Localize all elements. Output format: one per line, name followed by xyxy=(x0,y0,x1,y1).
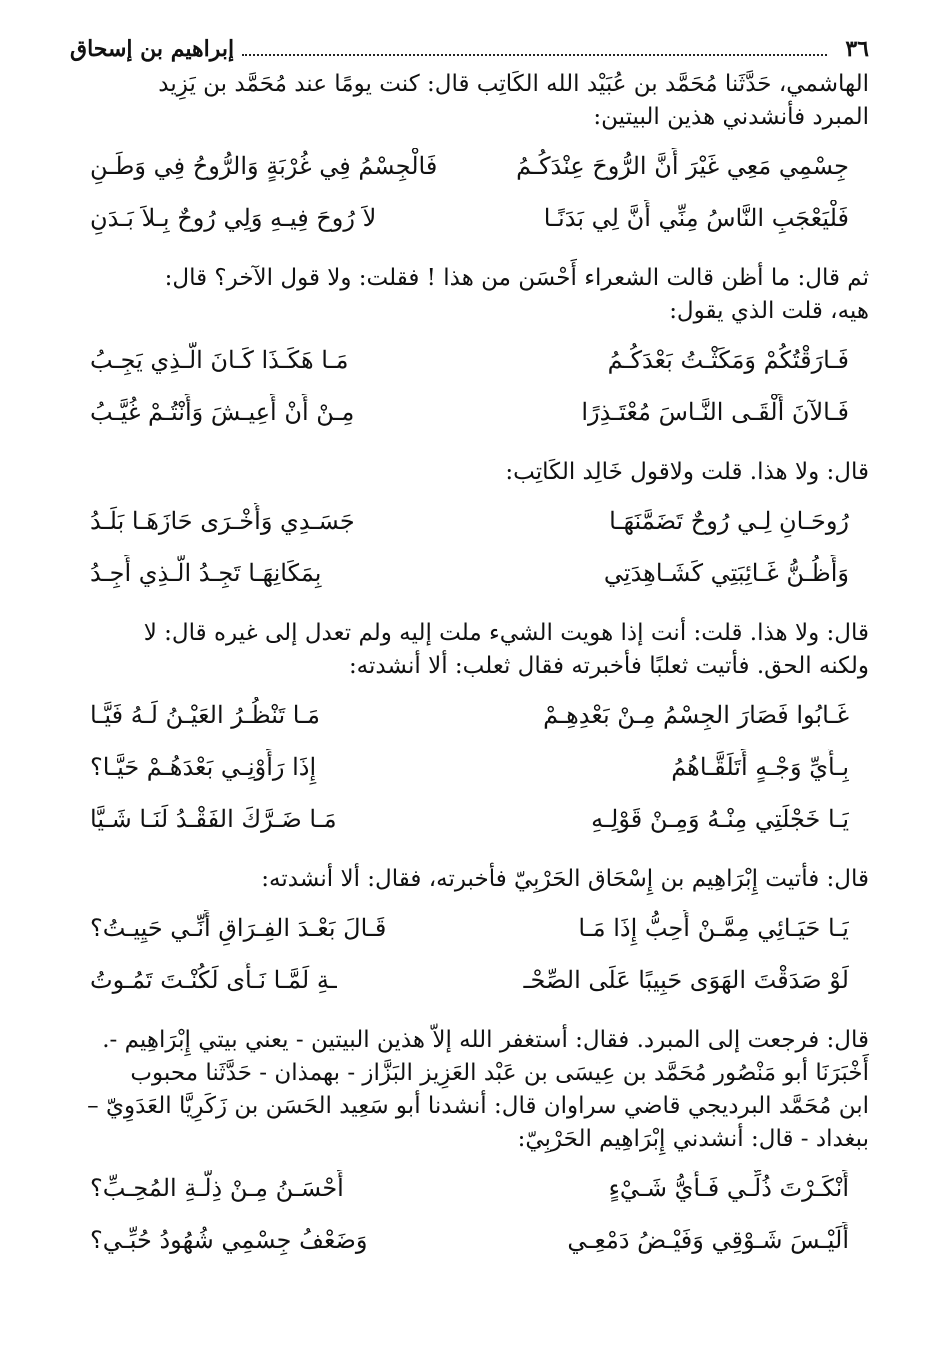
prose-line: قال: فرجعت إلى المبرد. فقال: أستغفر الله إلاّ هذين البيتين - يعني بيتي إِبْرَاهِيم -. xyxy=(102,1027,869,1053)
prose-line: أَخْبَرَنَا أبو مَنْصُور مُحَمَّد بن عِيسَى بن عَبْد العَزِيز البَزَّاز - بهمذان - حَدَّثَنا محبوب xyxy=(130,1060,869,1086)
prose-line: قال: فأتيت إِبْرَاهِيم بن إِسْحَاق الحَرْبِيّ فأخبرته، فقال: ألا أنشدته: xyxy=(261,866,869,892)
first-hemistich: جِسْمِي مَعِي غَيْرَ أَنَّ الرُّوحَ عِنْدَكُـمُ xyxy=(516,152,849,180)
poem-verse xyxy=(90,394,849,446)
prose-paragraph xyxy=(70,617,869,683)
poem-verse xyxy=(90,1170,849,1222)
poem xyxy=(90,697,849,853)
first-hemistich: فَلْيَعْجَبِ النَّاسُ مِنِّي أَنَّ لِي بَدَنًـا xyxy=(543,204,849,232)
second-hemistich: قَـالَ بَعْـدَ الفِـرَاقِ أَنِّـي حَيِيـتُ؟ xyxy=(90,914,387,942)
first-hemistich: يَـا حَيَـائِي مِمَّـنْ أُحِبُّ إِذَا مَـا xyxy=(578,914,849,942)
prose-line: الهاشمي، حَدَّثَنا مُحَمَّد بن عُبَيْد الله الكَاتِب قال: كنت يومًا عند مُحَمَّد بن يَزِيد xyxy=(158,71,869,97)
prose-paragraph xyxy=(70,456,869,489)
prose-paragraph xyxy=(70,863,869,896)
second-hemistich: جَسَـدِي وَأُخْـرَى حَازَهَـا بَلَـدُ xyxy=(90,507,355,535)
second-hemistich: مَـا هَكَـذَا كَـانَ الَّـذِي يَجِـبُ xyxy=(90,346,349,374)
page-body xyxy=(70,68,869,1274)
prose-line: قال: ولا هذا. قلت: أنت إذا هويت الشيء ملت إليه ولم تعدل إلى غيره قال: لا xyxy=(143,620,869,646)
prose-line: ثم قال: ما أظن قالت الشعراء أَحْسَن من هذا ! فقلت: ولا قول الآخر؟ قال: xyxy=(164,265,869,291)
second-hemistich: مِـنْ أَنْ أَعِيـشَ وَأَنْتُـمْ غُيَّـبُ xyxy=(90,398,355,426)
prose-line: هيه، قلت الذي يقول: xyxy=(669,298,869,324)
first-hemistich: فَـارَقْتُكُمْ وَمَكَثْـتُ بَعْدَكُـمُ xyxy=(607,346,849,374)
poem-verse xyxy=(90,801,849,853)
poem xyxy=(90,148,849,252)
second-hemistich: لاَ رُوحَ فِيـهِ وَلِي رُوحٌ بِـلاَ بَـدَنِ xyxy=(90,204,377,232)
first-hemistich: أَنْكَـرْتَ ذُلِّـي فَـأَيُّ شَـيْءٍ xyxy=(608,1174,849,1202)
poem xyxy=(90,503,849,607)
prose-line: قال: ولا هذا. قلت ولاقول خَالِد الكَاتِب: xyxy=(505,459,869,485)
prose-paragraph xyxy=(70,68,869,134)
header-dotted-leader xyxy=(242,42,827,56)
running-title: إبراهيم بن إسحاق xyxy=(70,36,235,62)
second-hemistich: بِمَكَانِهَـا تَجِـدُ الَّـذِي أَجِـدُ xyxy=(90,559,322,587)
prose-line: المبرد فأنشدني هذين البيتين: xyxy=(593,104,869,130)
poem-verse xyxy=(90,555,849,607)
first-hemistich: لَوْ صَدَقْتَ الهَوَى حَبِيبًا عَلَى الصِّحْـ xyxy=(523,966,849,994)
prose-line: ببغداد - قال: أنشدني إِبْرَاهِيم الحَرْبِيّ: xyxy=(517,1126,869,1152)
second-hemistich: أَحْسَـنُ مِـنْ ذِلَّـةِ المُحِـبِّ؟ xyxy=(90,1174,344,1202)
poem-verse xyxy=(90,697,849,749)
poem-verse xyxy=(90,910,849,962)
second-hemistich: وَضَعْفُ جِسْمِي شُهُودُ حُبِّـي؟ xyxy=(90,1226,368,1254)
first-hemistich: أَلَيْـسَ شَـوْقِي وَفَيْـضُ دَمْعِـي xyxy=(567,1226,849,1254)
poem-verse xyxy=(90,1222,849,1274)
poem-verse xyxy=(90,962,849,1014)
second-hemistich: إِذَا رَأَوْنِـي بَعْدَهُـمْ حَيَّـا؟ xyxy=(90,753,317,781)
poem-verse xyxy=(90,503,849,555)
poem-verse xyxy=(90,200,849,252)
poem xyxy=(90,342,849,446)
second-hemistich: مَـا ضَـرَّكَ الفَقْـدُ لَنَـا شَـيَّا xyxy=(90,805,337,833)
second-hemistich: فَالْجِسْمُ فِي غُرْبَةٍ وَالرُّوحُ فِي وَطَـنِ xyxy=(90,152,438,180)
page-header xyxy=(70,34,869,64)
poem-verse xyxy=(90,148,849,200)
first-hemistich: بِـأَيِّ وَجْـهٍ أَتَلَقَّـاهُمُ xyxy=(671,753,849,781)
first-hemistich: يَـا خَجْلَتِي مِنْـهُ وَمِـنْ قَوْلِـهِ xyxy=(591,805,849,833)
poem-verse xyxy=(90,749,849,801)
poem xyxy=(90,1170,849,1274)
first-hemistich: رُوحَـانِ لِـي رُوحٌ تَضَمَّنَهَـا xyxy=(609,507,849,535)
first-hemistich: فَـالآنَ أَلْقَـى النَّـاسَ مُعْتَـذِرًا xyxy=(581,398,849,426)
prose-line: ولكنه الحق. فأتيت ثعلبًا فأخبرته فقال ثعلب: ألا أنشدته: xyxy=(348,653,869,679)
page-number: ٣٦ xyxy=(845,36,869,62)
poem xyxy=(90,910,849,1014)
prose-line: ابن مُحَمَّد البرديجي قاضي سراوان قال: أنشدنا أبو سَعِيد الحَسَن بن زَكَرِيَّا العَدَوِيّ – xyxy=(87,1093,869,1119)
prose-paragraph xyxy=(70,1024,869,1156)
prose-paragraph xyxy=(70,262,869,328)
first-hemistich: وَأَظُـنُّ غَـائِبَتِي كَشَـاهِدَتِي xyxy=(603,559,849,587)
first-hemistich: غَـابُوا فَصَارَ الجِسْمُ مِـنْ بَعْدِهِـمْ xyxy=(543,701,849,729)
second-hemistich: ـةِ لَمَّـا نَـأَى لَكُنْـتَ تَمُـوتُ xyxy=(90,966,337,994)
poem-verse xyxy=(90,342,849,394)
second-hemistich: مَـا تَنْظُـرُ العَيْـنُ لَـهُ فَيَّـا xyxy=(90,701,320,729)
